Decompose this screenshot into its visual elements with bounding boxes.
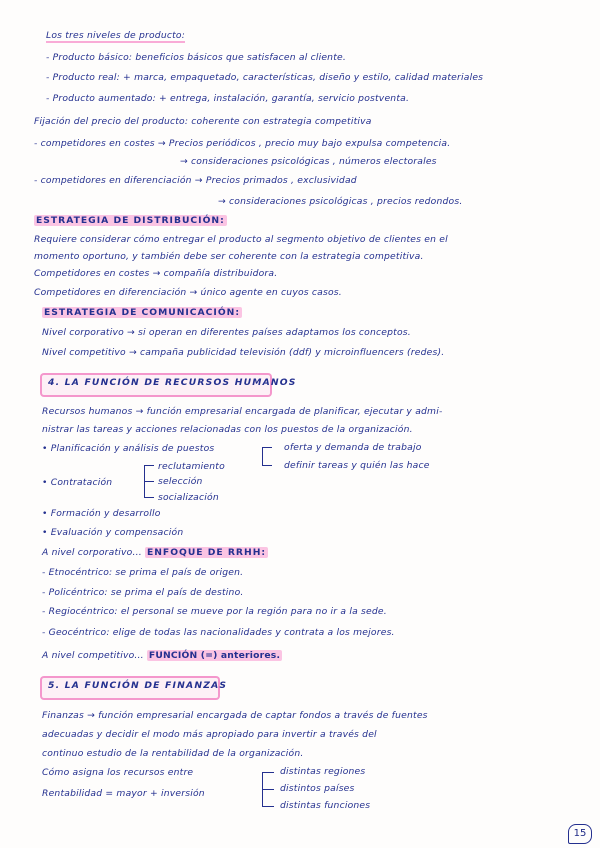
section-box — [40, 676, 228, 700]
note-line: socialización — [158, 492, 219, 503]
note-line: distintas funciones — [280, 800, 371, 811]
note-line: distintos países — [280, 783, 355, 794]
section-title: 5. LA FUNCIÓN DE FINANZAS — [48, 680, 228, 691]
bracket-tick — [262, 789, 274, 790]
note-line: • Formación y desarrollo — [42, 508, 161, 519]
note-line: Requiere considerar cómo entregar el producto al segmento objetivo de clientes en el — [34, 234, 448, 245]
note-line: - Producto básico: beneficios básicos que satisfacen al cliente. — [46, 52, 346, 63]
note-line: adecuadas y decidir el modo más apropiado para invertir a través del — [42, 729, 377, 740]
note-line: - Regiocéntrico: el personal se mueve por la región para no ir a la sede. — [42, 606, 387, 617]
bracket-tick — [144, 465, 154, 466]
note-line: - Producto aumentado: + entrega, instalación, garantía, servicio postventa. — [46, 93, 410, 104]
highlight: FUNCIÓN (=) anteriores. — [148, 650, 281, 661]
note-line: - Geocéntrico: elige de todas las nacionalidades y contrata a los mejores. — [42, 627, 395, 638]
note-line: A nivel corporativo... ENFOQUE DE RRHH: — [42, 547, 267, 558]
note-line: → consideraciones psicológicas , precios redondos. — [218, 196, 463, 207]
note-line: Competidores en costes → compañía distribuidora. — [34, 268, 278, 279]
note-line: oferta y demanda de trabajo — [284, 442, 422, 453]
note-line: - Policéntrico: se prima el país de destino. — [42, 587, 244, 598]
note-line: Nivel competitivo → campaña publicidad televisión (ddf) y microinfluencers (redes). — [42, 347, 445, 358]
note-line: Los tres niveles de producto: — [46, 30, 186, 41]
section-box — [40, 373, 297, 397]
note-line: - Producto real: + marca, empaquetado, características, diseño y estilo, calidad materiales — [46, 72, 484, 83]
note-line: • Planificación y análisis de puestos — [42, 443, 215, 454]
bracket-tick — [262, 772, 274, 773]
bracket-tick — [262, 447, 272, 448]
note-line: definir tareas y quién las hace — [284, 460, 430, 471]
bracket — [262, 447, 263, 465]
note-line: selección — [158, 476, 203, 487]
section-title: 4. LA FUNCIÓN DE RECURSOS HUMANOS — [48, 377, 297, 388]
highlight: ENFOQUE DE RRHH: — [146, 547, 267, 558]
note-line: - competidores en costes → Precios periódicos , precio muy bajo expulsa competencia. — [34, 138, 451, 149]
note-line: reclutamiento — [158, 461, 225, 472]
note-line: - Etnocéntrico: se prima el país de origen. — [42, 567, 244, 578]
note-line: → consideraciones psicológicas , números electorales — [180, 156, 437, 167]
note-line: • Contratación — [42, 477, 113, 488]
bracket-tick — [262, 465, 272, 466]
section-heading: ESTRATEGIA DE COMUNICACIÓN: — [44, 307, 240, 318]
bracket-tick — [262, 806, 274, 807]
note-line: A nivel competitivo... FUNCIÓN (=) anteriores. — [42, 650, 281, 661]
bracket-tick — [144, 481, 154, 482]
note-line: Recursos humanos → función empresarial encargada de planificar, ejecutar y admi- — [42, 406, 443, 417]
note-line: Rentabilidad = mayor + inversión — [42, 788, 205, 799]
note-line: nistrar las tareas y acciones relacionadas con los puestos de la organización. — [42, 424, 413, 435]
note-line: Finanzas → función empresarial encargada de captar fondos a través de fuentes — [42, 710, 428, 721]
note-line: - competidores en diferenciación → Precios primados , exclusividad — [34, 175, 357, 186]
bracket-tick — [144, 497, 154, 498]
note-line: Cómo asigna los recursos entre — [42, 767, 194, 778]
note-line: momento oportuno, y también debe ser coherente con la estrategia competitiva. — [34, 251, 424, 262]
page-number: 15 — [568, 824, 592, 844]
note-line: Competidores en diferenciación → único agente en cuyos casos. — [34, 287, 342, 298]
section-heading: ESTRATEGIA DE DISTRIBUCIÓN: — [36, 215, 225, 226]
note-line: continuo estudio de la rentabilidad de la organización. — [42, 748, 304, 759]
note-line: Nivel corporativo → si operan en diferentes países adaptamos los conceptos. — [42, 327, 411, 338]
note-line: • Evaluación y compensación — [42, 527, 184, 538]
note-line: distintas regiones — [280, 766, 366, 777]
note-line: Fijación del precio del producto: coherente con estrategia competitiva — [34, 116, 372, 127]
